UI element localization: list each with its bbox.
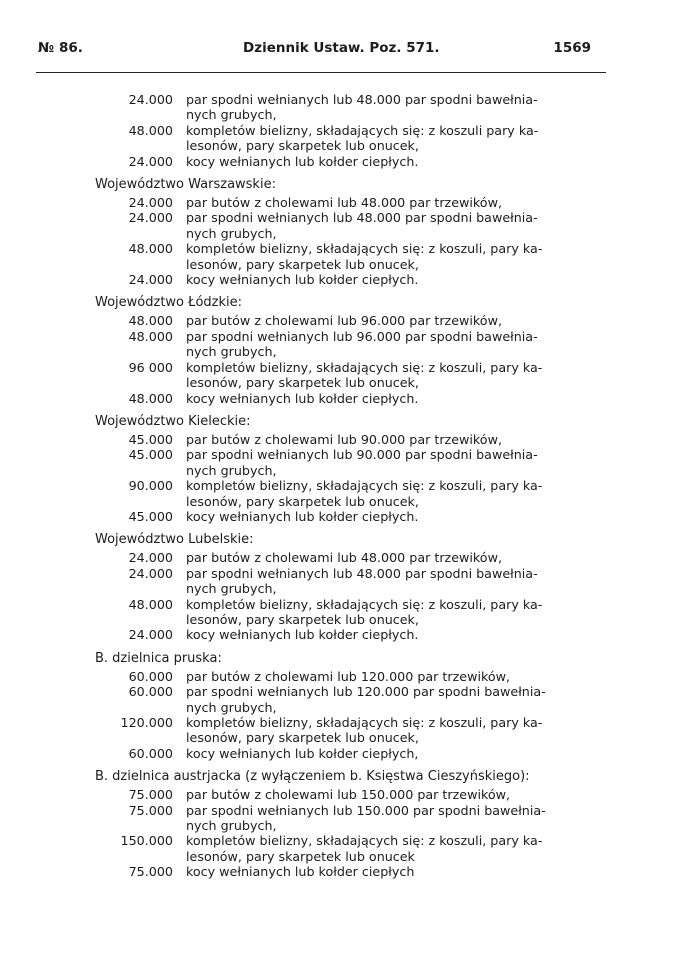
item-description bbox=[186, 715, 607, 746]
description-line: kocy wełnianych lub kołder ciepłych. bbox=[186, 508, 419, 524]
list-item bbox=[0, 154, 681, 169]
description-line: kocy wełnianych lub kołder ciepłych. bbox=[186, 272, 419, 288]
item-description bbox=[186, 566, 607, 597]
item-description bbox=[186, 746, 607, 761]
description-line: kompletów bielizny, składających się: z koszuli pary ka- bbox=[186, 122, 539, 138]
list-item bbox=[0, 447, 681, 478]
description-line: par spodni wełnianych lub 90.000 par spodni bawełnia- bbox=[186, 447, 538, 463]
list-item bbox=[0, 210, 681, 241]
item-description bbox=[186, 478, 607, 509]
description-line: par spodni wełnianych lub 48.000 par spodni bawełnia- bbox=[186, 210, 538, 226]
list-item bbox=[0, 597, 681, 628]
list-item bbox=[0, 715, 681, 746]
item-description bbox=[186, 597, 607, 628]
item-quantity: 24.000 bbox=[128, 195, 173, 211]
item-description bbox=[186, 195, 607, 210]
list-item bbox=[0, 272, 681, 287]
issue-number: № 86. bbox=[38, 40, 83, 56]
description-line: kocy wełnianych lub kołder ciepłych. bbox=[186, 153, 419, 169]
description-line: lesonów, pary skarpetek lub onucek, bbox=[186, 730, 419, 746]
item-quantity: 75.000 bbox=[128, 802, 173, 818]
description-line: kompletów bielizny, składających się: z koszuli, pary ka- bbox=[186, 359, 543, 375]
item-quantity: 24.000 bbox=[128, 92, 173, 107]
section bbox=[0, 177, 681, 287]
description-line: kocy wełnianych lub kołder ciepłych bbox=[186, 864, 415, 880]
description-line: kompletów bielizny, składających się: z koszuli, pary ka- bbox=[186, 833, 543, 849]
list-item bbox=[0, 360, 681, 391]
list-item bbox=[0, 123, 681, 154]
page-number: 1569 bbox=[553, 40, 591, 56]
description-line: nych grubych, bbox=[186, 344, 277, 360]
list-item bbox=[0, 550, 681, 565]
description-line: kocy wełnianych lub kołder ciepłych, bbox=[186, 745, 419, 761]
item-description bbox=[186, 391, 607, 406]
description-line: kompletów bielizny, składających się: z koszuli, pary ka- bbox=[186, 715, 543, 730]
item-quantity: 24.000 bbox=[128, 153, 173, 169]
item-quantity: 60.000 bbox=[128, 668, 173, 684]
description-line: nych grubych, bbox=[186, 107, 277, 123]
item-quantity: 48.000 bbox=[128, 313, 173, 329]
item-description bbox=[186, 509, 607, 524]
item-description bbox=[186, 272, 607, 287]
description-line: lesonów, pary skarpetek lub onucek, bbox=[186, 375, 419, 391]
description-line: par spodni wełnianych lub 150.000 par spodni bawełnia- bbox=[186, 802, 546, 818]
list-item bbox=[0, 329, 681, 360]
item-description bbox=[186, 787, 607, 802]
list-item bbox=[0, 391, 681, 406]
list-item bbox=[0, 669, 681, 684]
item-quantity: 48.000 bbox=[128, 122, 173, 138]
list-item bbox=[0, 787, 681, 802]
description-line: par spodni wełnianych lub 96.000 par spodni bawełnia- bbox=[186, 328, 538, 344]
list-item bbox=[0, 627, 681, 642]
list-item bbox=[0, 478, 681, 509]
description-line: kocy wełnianych lub kołder ciepłych. bbox=[186, 627, 419, 643]
list-item bbox=[0, 509, 681, 524]
description-line: kompletów bielizny, składających się: z koszuli, pary ka- bbox=[186, 478, 543, 494]
item-description bbox=[186, 669, 607, 684]
page-header bbox=[0, 40, 681, 60]
item-description bbox=[186, 864, 607, 879]
description-line: lesonów, pary skarpetek lub onucek, bbox=[186, 493, 419, 509]
item-description bbox=[186, 833, 607, 864]
item-quantity: 60.000 bbox=[128, 745, 173, 761]
item-quantity: 60.000 bbox=[128, 684, 173, 700]
item-description bbox=[186, 123, 607, 154]
item-description bbox=[186, 154, 607, 169]
item-description bbox=[186, 329, 607, 360]
description-line: lesonów, pary skarpetek lub onucek, bbox=[186, 611, 419, 627]
description-line: par butów z cholewami lub 120.000 par trzewików, bbox=[186, 668, 511, 684]
description-line: nych grubych, bbox=[186, 818, 277, 834]
item-quantity: 75.000 bbox=[128, 787, 173, 803]
list-item bbox=[0, 566, 681, 597]
item-quantity: 45.000 bbox=[128, 447, 173, 463]
section bbox=[0, 92, 681, 169]
section bbox=[0, 414, 681, 524]
item-description bbox=[186, 241, 607, 272]
section-heading: Województwo Warszawskie: bbox=[95, 177, 276, 193]
description-line: lesonów, pary skarpetek lub onucek, bbox=[186, 138, 419, 154]
description-line: kocy wełnianych lub kołder ciepłych. bbox=[186, 390, 419, 406]
item-quantity: 45.000 bbox=[128, 508, 173, 524]
list-item bbox=[0, 803, 681, 834]
list-item bbox=[0, 195, 681, 210]
section-heading: Województwo Lubelskie: bbox=[95, 532, 254, 548]
section-heading: B. dzielnica pruska: bbox=[95, 650, 222, 666]
header-rule bbox=[36, 72, 606, 73]
list-item bbox=[0, 313, 681, 328]
item-quantity: 150.000 bbox=[120, 833, 173, 849]
description-line: par butów z cholewami lub 48.000 par trzewików, bbox=[186, 550, 502, 566]
section bbox=[0, 769, 681, 879]
item-description bbox=[186, 550, 607, 565]
list-item bbox=[0, 864, 681, 879]
item-description bbox=[186, 803, 607, 834]
item-quantity: 24.000 bbox=[128, 627, 173, 643]
section-heading: B. dzielnica austrjacka (z wyłączeniem b. Księstwa Cieszyńskiego): bbox=[95, 769, 530, 785]
item-quantity: 90.000 bbox=[128, 478, 173, 494]
item-description bbox=[186, 627, 607, 642]
description-line: par butów z cholewami lub 150.000 par trzewików, bbox=[186, 787, 511, 803]
description-line: kompletów bielizny, składających się: z koszuli, pary ka- bbox=[186, 596, 543, 612]
item-quantity: 48.000 bbox=[128, 328, 173, 344]
description-line: par spodni wełnianych lub 48.000 par spodni bawełnia- bbox=[186, 92, 538, 107]
list-item bbox=[0, 746, 681, 761]
item-quantity: 24.000 bbox=[128, 210, 173, 226]
item-quantity: 24.000 bbox=[128, 565, 173, 581]
item-quantity: 48.000 bbox=[128, 390, 173, 406]
section bbox=[0, 651, 681, 761]
description-line: nych grubych, bbox=[186, 462, 277, 478]
description-line: par spodni wełnianych lub 120.000 par spodni bawełnia- bbox=[186, 684, 546, 700]
section-heading: Województwo Kieleckie: bbox=[95, 413, 251, 429]
list-item bbox=[0, 241, 681, 272]
list-item bbox=[0, 684, 681, 715]
item-quantity: 48.000 bbox=[128, 241, 173, 257]
item-description bbox=[186, 313, 607, 328]
item-quantity: 96 000 bbox=[128, 359, 173, 375]
description-line: par spodni wełnianych lub 48.000 par spodni bawełnia- bbox=[186, 565, 538, 581]
item-quantity: 120.000 bbox=[120, 715, 173, 730]
description-line: kompletów bielizny, składających się: z koszuli, pary ka- bbox=[186, 241, 543, 257]
item-description bbox=[186, 210, 607, 241]
description-line: par butów z cholewami lub 96.000 par trzewików, bbox=[186, 313, 502, 329]
section bbox=[0, 532, 681, 642]
list-item bbox=[0, 92, 681, 123]
item-description bbox=[186, 92, 607, 123]
item-quantity: 45.000 bbox=[128, 431, 173, 447]
item-description bbox=[186, 447, 607, 478]
description-line: lesonów, pary skarpetek lub onucek, bbox=[186, 256, 419, 272]
item-quantity: 24.000 bbox=[128, 272, 173, 288]
item-quantity: 48.000 bbox=[128, 596, 173, 612]
description-line: nych grubych, bbox=[186, 581, 277, 597]
description-line: nych grubych, bbox=[186, 699, 277, 715]
list-item bbox=[0, 833, 681, 864]
description-line: nych grubych, bbox=[186, 225, 277, 241]
journal-title: Dziennik Ustaw. Poz. 571. bbox=[243, 40, 440, 56]
list-item bbox=[0, 432, 681, 447]
item-description bbox=[186, 684, 607, 715]
section-heading: Województwo Łódzkie: bbox=[95, 295, 242, 311]
document-body bbox=[0, 92, 681, 888]
description-line: par butów z cholewami lub 48.000 par trzewików, bbox=[186, 195, 502, 211]
item-description bbox=[186, 360, 607, 391]
description-line: par butów z cholewami lub 90.000 par trzewików, bbox=[186, 431, 502, 447]
section bbox=[0, 295, 681, 405]
item-description bbox=[186, 432, 607, 447]
description-line: lesonów, pary skarpetek lub onucek bbox=[186, 848, 415, 864]
item-quantity: 24.000 bbox=[128, 550, 173, 566]
item-quantity: 75.000 bbox=[128, 864, 173, 880]
